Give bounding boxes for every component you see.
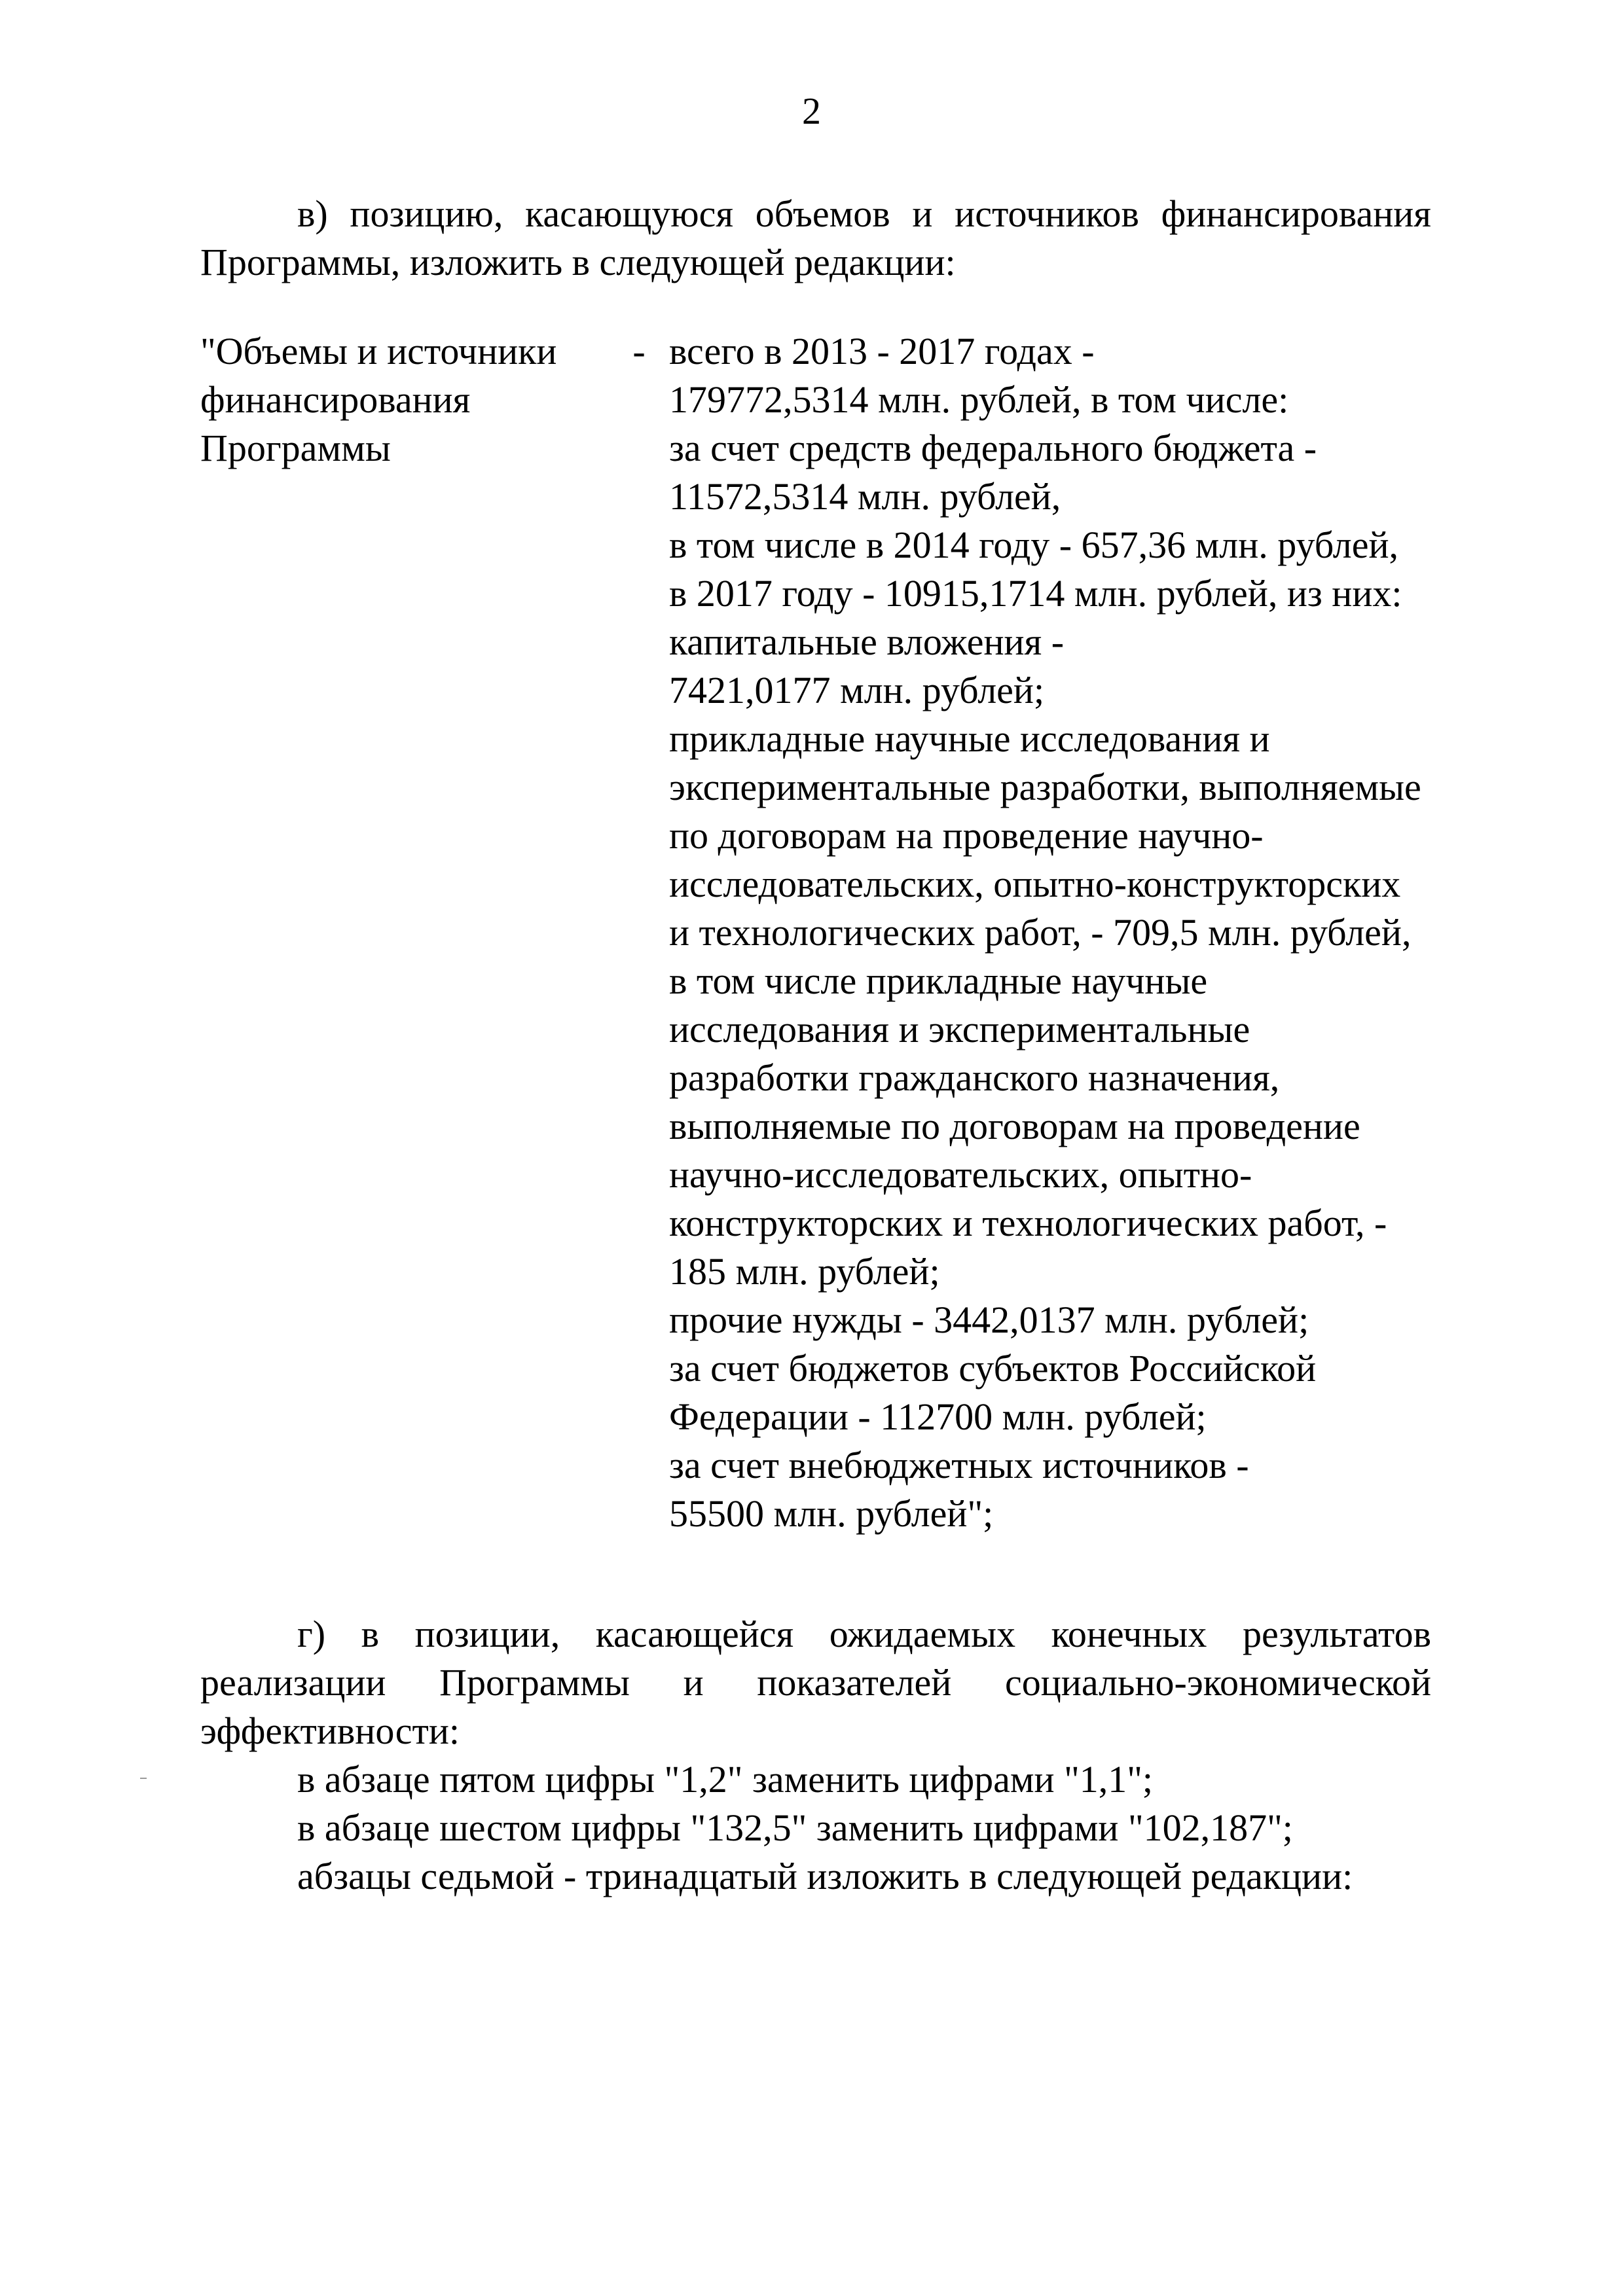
value-line: за счет внебюджетных источников -: [669, 1444, 1249, 1486]
table-dash: -: [632, 330, 646, 372]
value-line: за счет бюджетов субъектов Российской: [669, 1347, 1317, 1390]
margin-mark: [140, 1778, 147, 1779]
value-line: экспериментальные разработки, выполняемые: [669, 766, 1421, 808]
section-v-paragraph: [200, 190, 1431, 287]
value-line: 55500 млн. рублей";: [669, 1492, 994, 1535]
section-g-item: в абзаце шестом цифры "132,5" заменить цифрами "102,187";: [297, 1806, 1293, 1849]
value-line: 179772,5314 млн. рублей, в том числе:: [669, 378, 1289, 421]
value-line: Федерации - 112700 млн. рублей;: [669, 1395, 1207, 1438]
value-line: конструкторских и технологических работ, -: [669, 1202, 1387, 1244]
section-g-line: эффективности:: [200, 1710, 460, 1752]
value-line: в том числе в 2014 году - 657,36 млн. рублей,: [669, 524, 1399, 566]
financing-label: [200, 327, 619, 473]
label-line: финансирования: [200, 378, 471, 421]
value-line: выполняемые по договорам на проведение: [669, 1105, 1360, 1147]
value-line: в 2017 году - 10915,1714 млн. рублей, из них:: [669, 572, 1402, 615]
value-line: по договорам на проведение научно-: [669, 814, 1264, 857]
section-g-paragraph: [200, 1610, 1431, 1901]
section-v-line: Программы, изложить в следующей редакции:: [200, 241, 956, 283]
value-line: прикладные научные исследования и: [669, 717, 1270, 760]
value-line: в том числе прикладные научные: [669, 960, 1208, 1002]
value-line: за счет средств федерального бюджета -: [669, 427, 1317, 469]
value-line: прочие нужды - 3442,0137 млн. рублей;: [669, 1299, 1309, 1341]
section-g-line: реализации Программы и показателей социально-экономической: [200, 1661, 1431, 1704]
value-line: 11572,5314 млн. рублей,: [669, 475, 1061, 518]
value-line: исследовательских, опытно-конструкторских: [669, 863, 1401, 905]
financing-values: [669, 327, 1442, 1538]
value-line: разработки гражданского назначения,: [669, 1056, 1280, 1099]
section-v-line: в) позицию, касающуюся объемов и источников финансирования: [297, 192, 1431, 235]
value-line: и технологических работ, - 709,5 млн. рублей,: [669, 911, 1412, 954]
value-line: исследования и экспериментальные: [669, 1008, 1250, 1050]
value-line: капитальные вложения -: [669, 620, 1065, 663]
value-line: научно-исследовательских, опытно-: [669, 1153, 1252, 1196]
label-line: Программы: [200, 427, 391, 469]
value-line: всего в 2013 - 2017 годах -: [669, 330, 1095, 372]
page-number: 2: [802, 90, 821, 132]
label-line: "Объемы и источники: [200, 330, 557, 372]
section-g-item: абзацы седьмой - тринадцатый изложить в следующей редакции:: [297, 1855, 1353, 1897]
value-line: 185 млн. рублей;: [669, 1250, 940, 1293]
section-g-line: г) в позиции, касающейся ожидаемых конечных результатов: [297, 1613, 1431, 1655]
value-line: 7421,0177 млн. рублей;: [669, 669, 1045, 711]
section-g-item: в абзаце пятом цифры "1,2" заменить цифрами "1,1";: [297, 1758, 1154, 1801]
